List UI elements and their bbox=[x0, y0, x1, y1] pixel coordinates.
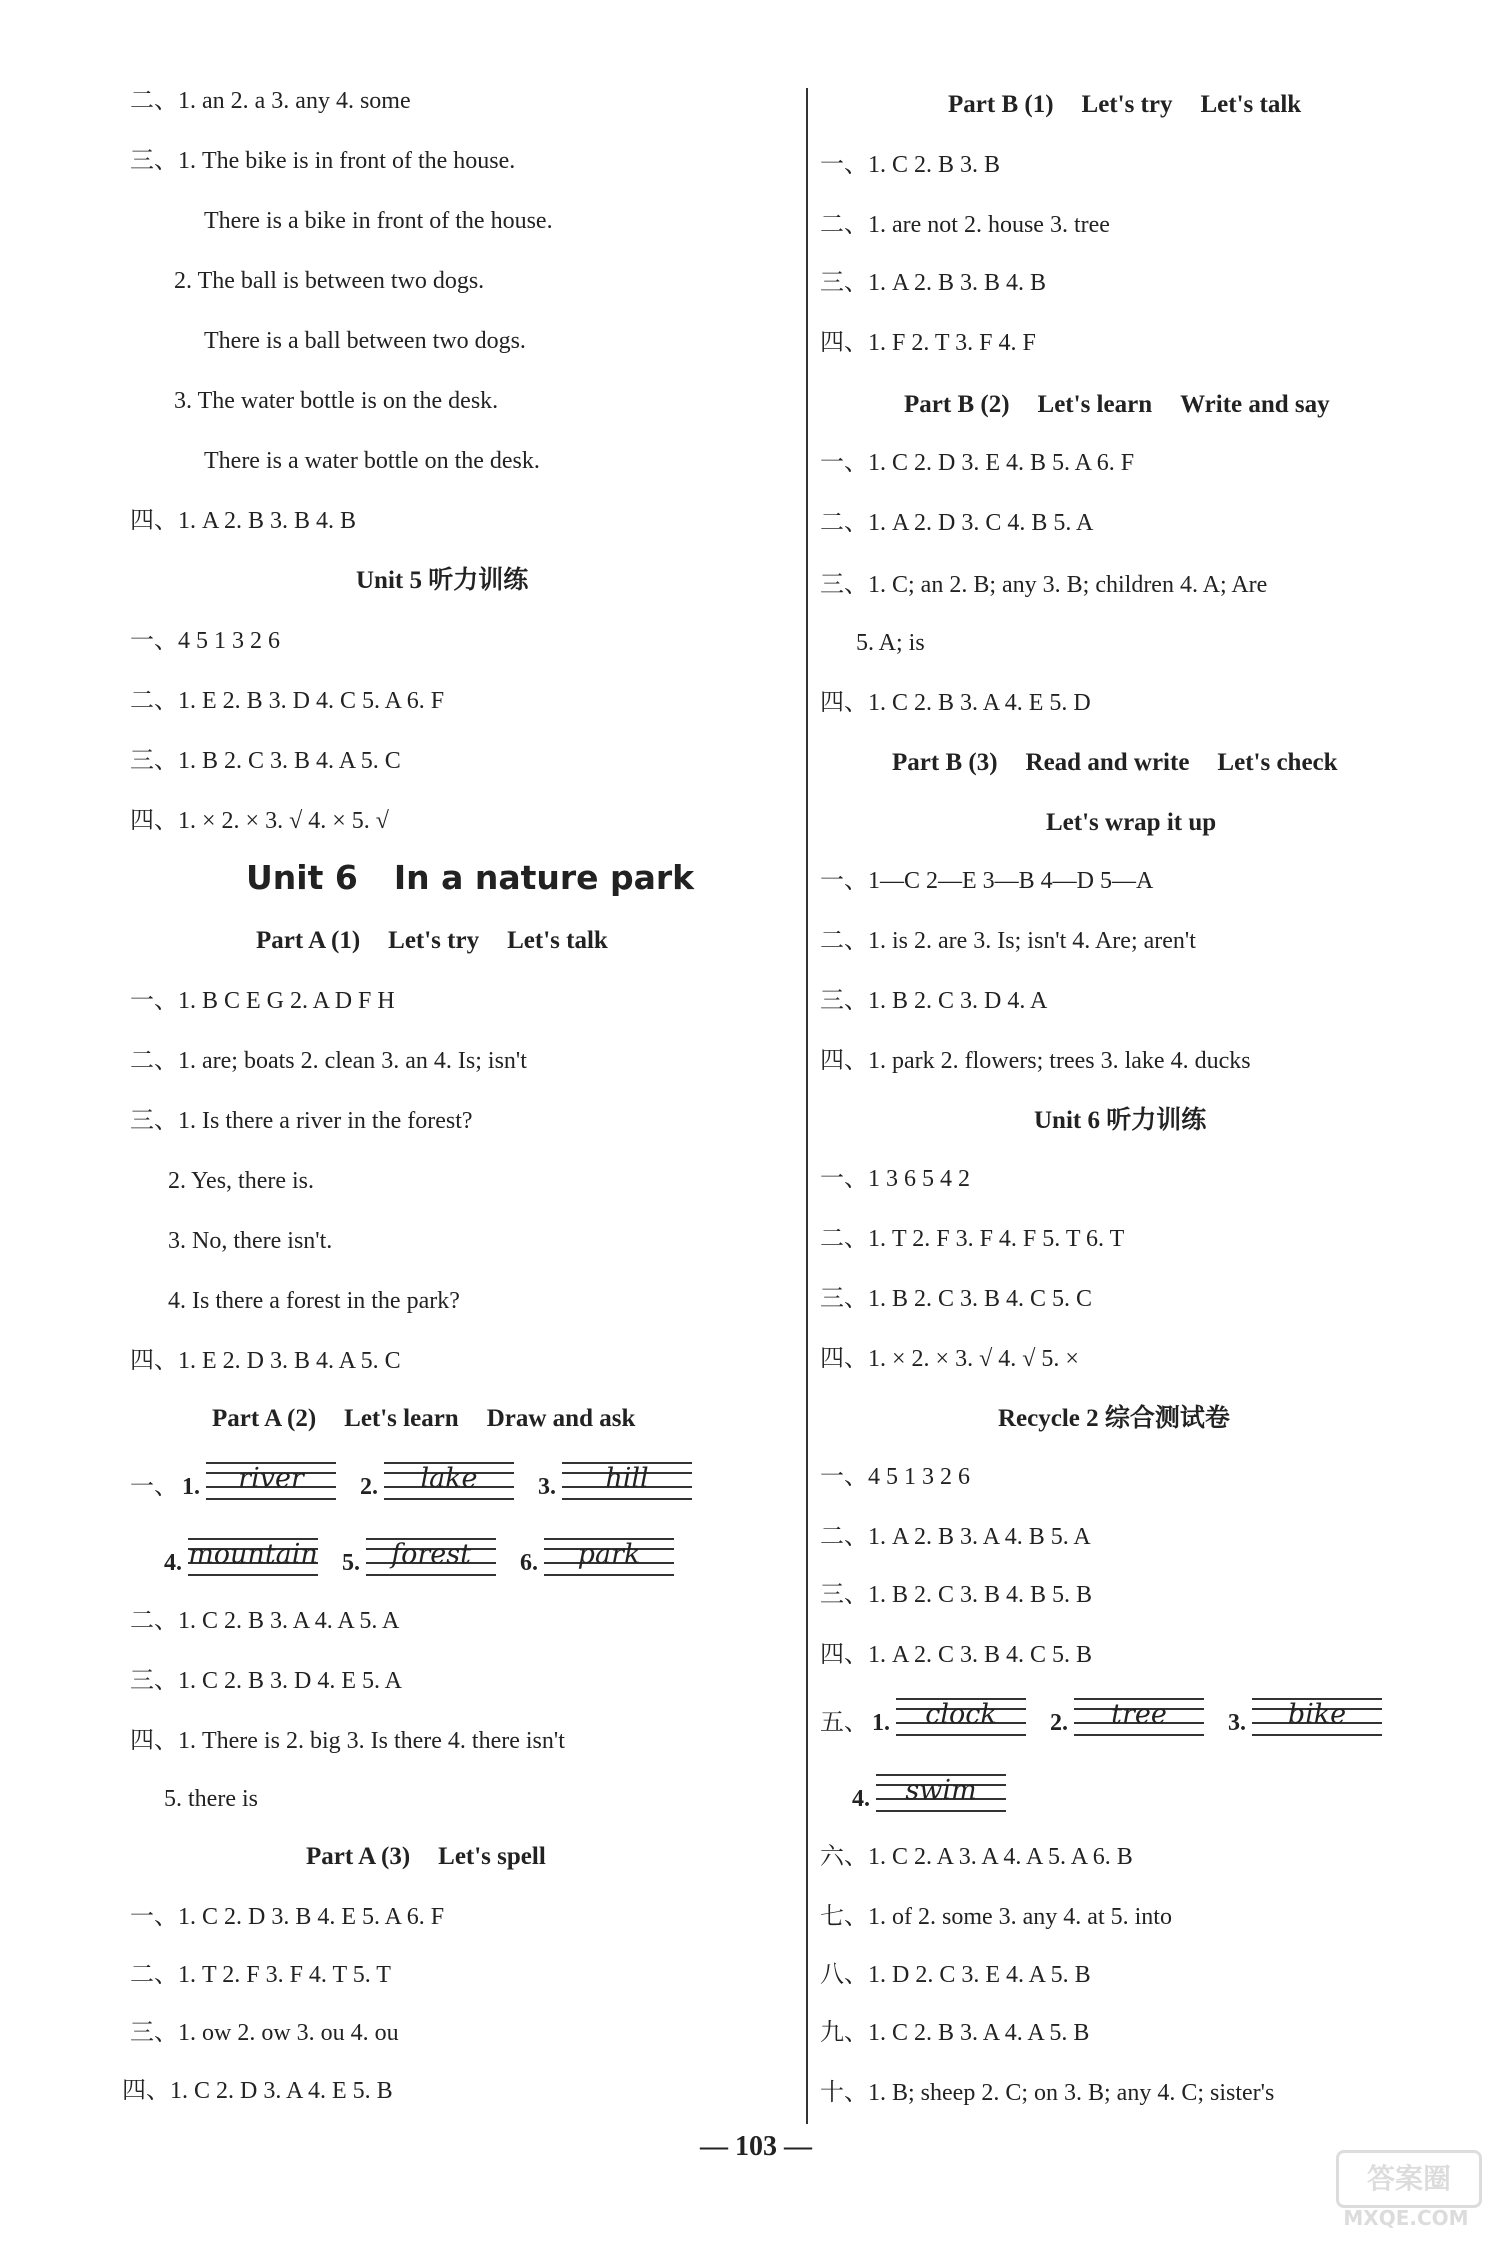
section-heading: Unit 6 听力训练 bbox=[1034, 1107, 1207, 1134]
answer-line: 三、1. B 2. C 3. B 4. B 5. B bbox=[820, 1582, 1093, 1608]
item-number: 3. bbox=[1228, 1710, 1246, 1736]
handwritten-word: bike bbox=[1287, 1699, 1347, 1730]
part-label: Let's learn bbox=[1037, 391, 1153, 418]
handwritten-word: clock bbox=[925, 1699, 997, 1730]
answer-line: There is a bike in front of the house. bbox=[204, 208, 553, 234]
question-number: 五、 bbox=[820, 1710, 868, 1736]
four-line-box bbox=[562, 1456, 692, 1502]
part-label: Let's check bbox=[1217, 749, 1338, 776]
answer-line: 二、1. are; boats 2. clean 3. an 4. Is; isn't bbox=[130, 1048, 527, 1074]
question-number: 一、 bbox=[130, 1474, 178, 1500]
answer-line: 二、1. E 2. B 3. D 4. C 5. A 6. F bbox=[130, 688, 445, 714]
answer-line: 二、1. A 2. D 3. C 4. B 5. A bbox=[820, 510, 1094, 536]
answer-line: 二、1. T 2. F 3. F 4. T 5. T bbox=[130, 1962, 391, 1988]
item-number: 3. bbox=[538, 1474, 556, 1500]
answer-line: 二、1. T 2. F 3. F 4. F 5. T 6. T bbox=[820, 1226, 1125, 1252]
item-number: 1. bbox=[872, 1710, 890, 1736]
answer-line: 四、1. A 2. C 3. B 4. C 5. B bbox=[820, 1642, 1093, 1668]
four-line-box bbox=[1252, 1692, 1382, 1738]
answer-line: 一、4 5 1 3 2 6 bbox=[820, 1464, 970, 1490]
answer-line: 一、1. B C E G 2. A D F H bbox=[130, 988, 395, 1014]
answer-line: 一、4 5 1 3 2 6 bbox=[130, 628, 280, 654]
handwriting-item bbox=[342, 1532, 496, 1578]
part-label: Part A (3) bbox=[306, 1843, 411, 1870]
unit-title bbox=[246, 858, 694, 898]
part-label: Read and write bbox=[1025, 749, 1190, 776]
part-label: Write and say bbox=[1180, 391, 1330, 418]
handwriting-item bbox=[164, 1532, 318, 1578]
part-label: Part B (2) bbox=[904, 391, 1010, 418]
four-line-box bbox=[366, 1532, 496, 1578]
answer-line: 一、1. C 2. D 3. B 4. E 5. A 6. F bbox=[130, 1904, 445, 1930]
part-label: Part A (2) bbox=[212, 1405, 317, 1432]
item-number: 4. bbox=[852, 1786, 870, 1812]
handwriting-row bbox=[820, 1692, 1406, 1738]
answer-line: 二、1. an 2. a 3. any 4. some bbox=[130, 88, 411, 114]
answer-line: 四、1. × 2. × 3. √ 4. × 5. √ bbox=[130, 808, 389, 834]
answer-line: 四、1. E 2. D 3. B 4. A 5. C bbox=[130, 1348, 401, 1374]
answer-line: 六、1. C 2. A 3. A 4. A 5. A 6. B bbox=[820, 1844, 1133, 1870]
handwriting-item bbox=[1050, 1692, 1204, 1738]
handwriting-item bbox=[360, 1456, 514, 1502]
answer-line: 三、1. Is there a river in the forest? bbox=[130, 1108, 473, 1134]
four-line-box bbox=[1074, 1692, 1204, 1738]
answer-line: 一、1—C 2—E 3—B 4—D 5—A bbox=[820, 868, 1154, 894]
answer-line: 三、1. The bike is in front of the house. bbox=[130, 148, 516, 174]
answer-line: 三、1. B 2. C 3. B 4. C 5. C bbox=[820, 1286, 1093, 1312]
answer-line: 三、1. ow 2. ow 3. ou 4. ou bbox=[130, 2020, 399, 2046]
answer-line: 二、1. C 2. B 3. A 4. A 5. A bbox=[130, 1608, 400, 1634]
answer-line: 四、1. C 2. B 3. A 4. E 5. D bbox=[820, 690, 1091, 716]
answer-line: 一、1. C 2. D 3. E 4. B 5. A 6. F bbox=[820, 450, 1135, 476]
item-number: 1. bbox=[182, 1474, 200, 1500]
answer-line: 三、1. C 2. B 3. D 4. E 5. A bbox=[130, 1668, 403, 1694]
answer-line: 七、1. of 2. some 3. any 4. at 5. into bbox=[820, 1904, 1172, 1930]
answer-line: 十、1. B; sheep 2. C; on 3. B; any 4. C; sister's bbox=[820, 2080, 1275, 2106]
handwritten-word: park bbox=[577, 1539, 641, 1570]
handwritten-word: tree bbox=[1111, 1699, 1167, 1730]
handwritten-word: lake bbox=[420, 1463, 478, 1494]
watermark-url: MXQE.COM bbox=[1343, 2206, 1469, 2230]
handwriting-item bbox=[872, 1692, 1026, 1738]
part-label: Let's talk bbox=[507, 927, 608, 954]
four-line-box bbox=[876, 1768, 1006, 1814]
section-heading bbox=[256, 926, 608, 956]
handwriting-item bbox=[1228, 1692, 1382, 1738]
item-number: 2. bbox=[360, 1474, 378, 1500]
answer-line: 三、1. B 2. C 3. D 4. A bbox=[820, 988, 1048, 1014]
answer-line: There is a water bottle on the desk. bbox=[204, 448, 540, 474]
section-heading: Recycle 2 综合测试卷 bbox=[998, 1405, 1230, 1432]
section-heading bbox=[212, 1404, 635, 1434]
answer-line: 三、1. A 2. B 3. B 4. B bbox=[820, 270, 1047, 296]
answer-line: 三、1. C; an 2. B; any 3. B; children 4. A; Are bbox=[820, 572, 1268, 598]
item-number: 4. bbox=[164, 1550, 182, 1576]
answer-line: 4. Is there a forest in the park? bbox=[168, 1288, 460, 1314]
four-line-box bbox=[384, 1456, 514, 1502]
section-heading: Let's wrap it up bbox=[1046, 809, 1217, 836]
part-label: Let's spell bbox=[438, 1843, 546, 1870]
answer-line: 九、1. C 2. B 3. A 4. A 5. B bbox=[820, 2020, 1090, 2046]
answer-line: 四、1. There is 2. big 3. Is there 4. there isn't bbox=[130, 1728, 565, 1754]
answer-line: 一、1 3 6 5 4 2 bbox=[820, 1166, 970, 1192]
four-line-box bbox=[544, 1532, 674, 1578]
column-divider bbox=[806, 88, 808, 2124]
section-heading bbox=[306, 1842, 546, 1872]
handwriting-row bbox=[130, 1456, 716, 1502]
part-label: Draw and ask bbox=[486, 1405, 636, 1432]
answer-line: 2. Yes, there is. bbox=[168, 1168, 315, 1194]
answer-line: 3. The water bottle is on the desk. bbox=[174, 388, 499, 414]
answer-line: 2. The ball is between two dogs. bbox=[174, 268, 485, 294]
watermark-logo: 答案圈 bbox=[1336, 2150, 1482, 2208]
part-label: Part B (1) bbox=[948, 91, 1054, 118]
four-line-box bbox=[896, 1692, 1026, 1738]
part-label: Let's try bbox=[1081, 91, 1173, 118]
item-number: 6. bbox=[520, 1550, 538, 1576]
answer-line: 二、1. is 2. are 3. Is; isn't 4. Are; aren't bbox=[820, 928, 1196, 954]
page-number: — 103 — bbox=[700, 2131, 812, 2162]
answer-line: 四、1. F 2. T 3. F 4. F bbox=[820, 330, 1036, 356]
answer-line: 四、1. park 2. flowers; trees 3. lake 4. ducks bbox=[820, 1048, 1251, 1074]
answer-line: 5. there is bbox=[164, 1786, 258, 1812]
answer-line: 二、1. are not 2. house 3. tree bbox=[820, 212, 1110, 238]
four-line-box bbox=[206, 1456, 336, 1502]
answer-line: 二、1. A 2. B 3. A 4. B 5. A bbox=[820, 1524, 1091, 1550]
answer-line: 一、1. C 2. B 3. B bbox=[820, 152, 1001, 178]
unit-number: Unit 6 bbox=[246, 858, 358, 897]
handwriting-item bbox=[852, 1768, 1006, 1814]
handwriting-item bbox=[538, 1456, 692, 1502]
watermark bbox=[1336, 2150, 1476, 2230]
unit-name: In a nature park bbox=[393, 858, 695, 897]
section-heading bbox=[892, 748, 1338, 778]
part-label: Part B (3) bbox=[892, 749, 998, 776]
part-label: Part A (1) bbox=[256, 927, 361, 954]
handwritten-word: forest bbox=[391, 1539, 471, 1570]
answer-line: 八、1. D 2. C 3. E 4. A 5. B bbox=[820, 1962, 1091, 1988]
section-heading bbox=[948, 90, 1301, 120]
handwriting-item bbox=[182, 1456, 336, 1502]
handwritten-word: swim bbox=[905, 1775, 977, 1806]
answer-line: 5. A; is bbox=[856, 630, 925, 656]
answer-line: 3. No, there isn't. bbox=[168, 1228, 333, 1254]
section-heading bbox=[904, 390, 1330, 420]
item-number: 5. bbox=[342, 1550, 360, 1576]
section-heading: Unit 5 听力训练 bbox=[356, 567, 529, 594]
handwritten-word: river bbox=[238, 1463, 304, 1494]
part-label: Let's try bbox=[388, 927, 480, 954]
item-number: 2. bbox=[1050, 1710, 1068, 1736]
part-label: Let's talk bbox=[1200, 91, 1302, 118]
answer-line: 三、1. B 2. C 3. B 4. A 5. C bbox=[130, 748, 401, 774]
handwriting-row bbox=[164, 1532, 698, 1578]
handwriting-row bbox=[852, 1768, 1030, 1814]
four-line-box bbox=[188, 1532, 318, 1578]
answer-line: 四、1. × 2. × 3. √ 4. √ 5. × bbox=[820, 1346, 1079, 1372]
answer-line: 四、1. A 2. B 3. B 4. B bbox=[130, 508, 357, 534]
handwriting-item bbox=[520, 1532, 674, 1578]
part-label: Let's learn bbox=[344, 1405, 459, 1432]
handwritten-word: hill bbox=[605, 1463, 649, 1494]
handwritten-word: mountain bbox=[188, 1539, 318, 1570]
answer-line: There is a ball between two dogs. bbox=[204, 328, 526, 354]
answer-line: 四、1. C 2. D 3. A 4. E 5. B bbox=[122, 2078, 393, 2104]
